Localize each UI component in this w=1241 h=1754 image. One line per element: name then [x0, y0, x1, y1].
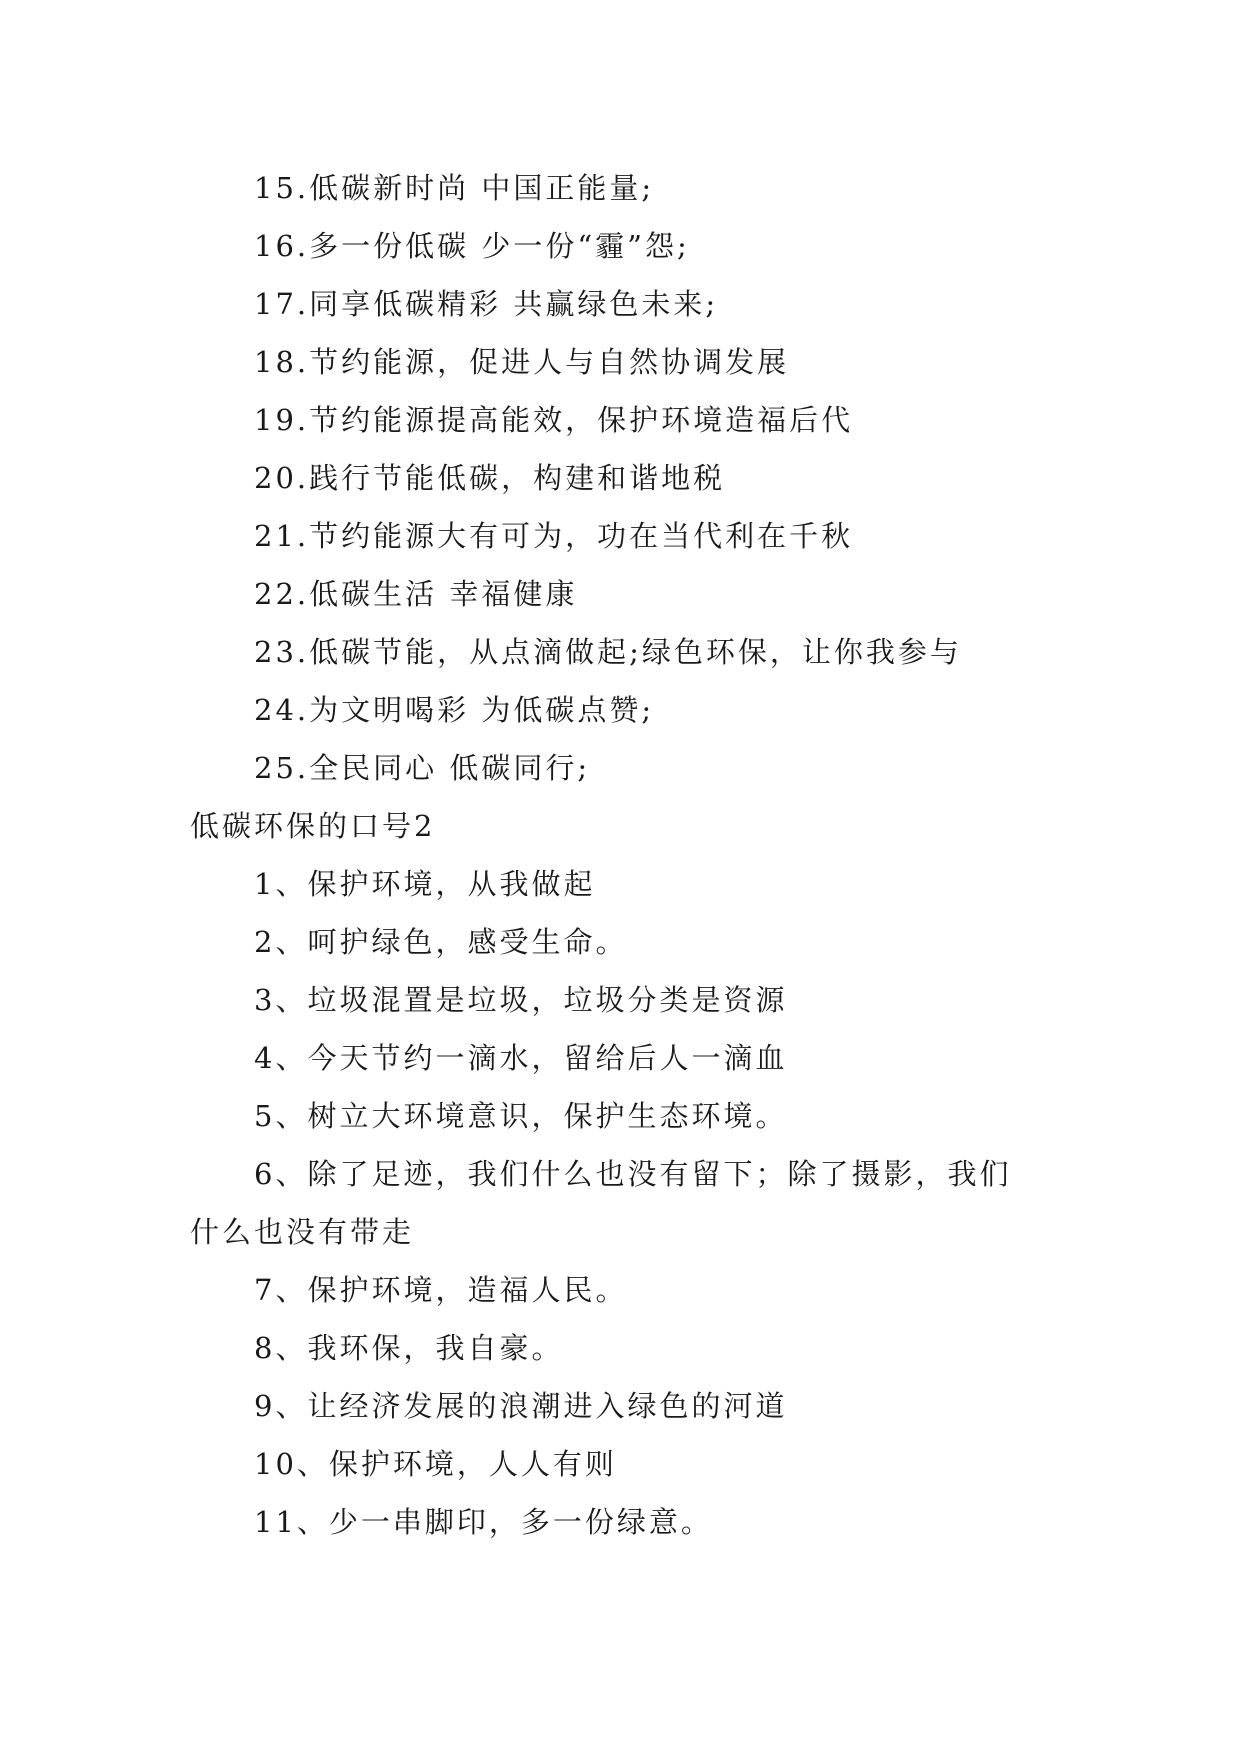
slogan-item: 25.全民同心 低碳同行; [254, 751, 591, 785]
slogan-item: 22.低碳生活 幸福健康 [254, 577, 578, 611]
slogan-item-line2: 什么也没有带走 [190, 1215, 415, 1249]
section-heading: 低碳环保的口号2 [190, 809, 436, 843]
slogan-item-wrapped [190, 1145, 1050, 1261]
slogan-item: 5、树立大环境意识，保护生态环境。 [254, 1099, 788, 1133]
document-body [190, 159, 1050, 1551]
slogan-item: 21.节约能源大有可为，功在当代利在千秋 [254, 519, 854, 553]
slogan-item: 20.践行节能低碳，构建和谐地税 [254, 461, 726, 495]
slogan-item: 2、呵护绿色，感受生命。 [254, 925, 628, 959]
slogan-item: 9、让经济发展的浪潮进入绿色的河道 [254, 1389, 788, 1423]
slogan-item: 4、今天节约一滴水，留给后人一滴血 [254, 1041, 788, 1075]
slogan-item: 8、我环保，我自豪。 [254, 1331, 564, 1365]
slogan-item: 1、保护环境，从我做起 [254, 867, 596, 901]
slogan-item: 11、少一串脚印，多一份绿意。 [254, 1505, 713, 1539]
slogan-item: 19.节约能源提高能效，保护环境造福后代 [254, 403, 854, 437]
slogan-item: 24.为文明喝彩 为低碳点赞; [254, 693, 655, 727]
slogan-item-line1: 6、除了足迹，我们什么也没有留下；除了摄影，我们 [254, 1157, 1012, 1191]
slogan-item: 18.节约能源，促进人与自然协调发展 [254, 345, 790, 379]
slogan-item: 17.同享低碳精彩 共赢绿色未来; [254, 287, 719, 321]
slogan-item: 16.多一份低碳 少一份“霾”怨; [254, 229, 690, 263]
slogan-item: 10、保护环境，人人有则 [254, 1447, 617, 1481]
slogan-item: 7、保护环境，造福人民。 [254, 1273, 628, 1307]
slogan-item: 3、垃圾混置是垃圾，垃圾分类是资源 [254, 983, 788, 1017]
slogan-item: 15.低碳新时尚 中国正能量; [254, 171, 655, 205]
slogan-item: 23.低碳节能，从点滴做起;绿色环保，让你我参与 [254, 635, 962, 669]
